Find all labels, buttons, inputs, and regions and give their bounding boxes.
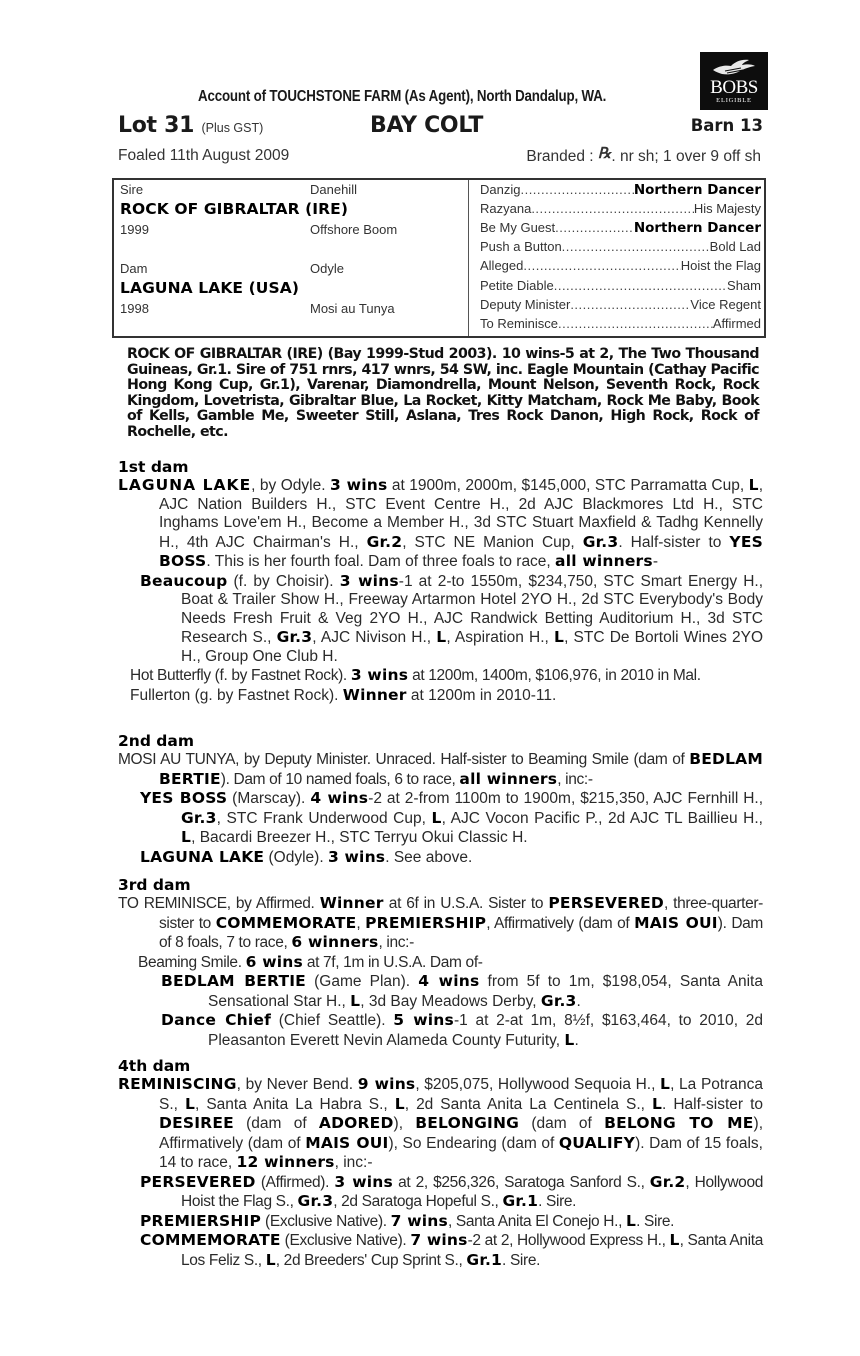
text: , by Odyle.: [251, 477, 330, 494]
ancestor-left: Razyana: [480, 201, 532, 216]
horse-name: Beaucoup: [140, 571, 228, 590]
second-dam-section: [118, 733, 763, 867]
wins: 9 wins: [357, 1075, 416, 1093]
ancestor-left: Alleged: [480, 258, 524, 273]
text: ,: [356, 914, 366, 932]
group-badge: Gr.1: [466, 1250, 503, 1269]
text: , $205,075, Hollywood Sequoia H.,: [415, 1076, 661, 1093]
horse-name: BEDLAM BERTIE: [161, 972, 306, 990]
progeny-entry: [118, 1212, 763, 1232]
text: .: [576, 992, 581, 1010]
text: , 2d Santa Anita La Centinela S.,: [404, 1095, 652, 1113]
text: Fullerton (g. by Fastnet Rock).: [130, 686, 343, 704]
ancestor-right: Hoist the Flag: [680, 258, 761, 273]
group-badge: Gr.1: [502, 1192, 539, 1210]
dam-entry: [118, 894, 763, 953]
text: (Exclusive Native).: [280, 1232, 411, 1249]
wins: Winner: [342, 685, 407, 704]
horse-name: Dance Chief: [161, 1011, 272, 1029]
text: -2 at 2, Hollywood Express H.,: [467, 1232, 670, 1249]
lot-label: Lot 31: [118, 113, 195, 138]
horse-name: COMMEMORATE: [215, 913, 357, 932]
text: , Affirmatively (dam of: [486, 914, 635, 932]
text: at 1200m, 1400m, $106,976, in 2010 in Mal.: [408, 667, 701, 684]
listed-badge: L: [748, 476, 759, 494]
wins: 6 wins: [245, 952, 303, 971]
section-heading: 4th dam: [118, 1057, 191, 1075]
text: , STC De Bortoli Wines 2YO H., Group One Club H.: [181, 629, 764, 665]
text: at 1200m in 2010-11.: [406, 686, 557, 704]
text: , three-quarter-sister to: [159, 895, 763, 932]
ancestor-left: Be My Guest: [480, 220, 556, 235]
text: , Santa Anita La Habra S.,: [195, 1095, 395, 1113]
group-badge: Gr.3: [582, 532, 619, 551]
sire-sire: Danehill: [310, 182, 357, 197]
dam-year: 1998: [120, 301, 149, 316]
listed-badge: L: [669, 1231, 680, 1249]
lot-gst-note: (Plus GST): [201, 121, 264, 135]
text: Hot Butterfly (f. by Fastnet Rock).: [130, 667, 351, 684]
text: -2 at 2-from 1100m to 1900m, $215,350, AJC Fernhill H.,: [368, 790, 764, 807]
horse-name: YES BOSS: [140, 789, 228, 807]
horse-description: BAY COLT: [370, 113, 484, 138]
wins: 4 wins: [418, 972, 480, 990]
text: at 6f in U.S.A. Sister to: [383, 895, 549, 912]
dam-label: Dam: [120, 261, 148, 276]
ancestor-row: [480, 220, 761, 239]
foaled-date: Foaled 11th August 2009: [118, 147, 290, 164]
horse-name: REMINISCING: [118, 1075, 237, 1093]
text: (Odyle).: [264, 848, 328, 866]
group-badge: Gr.2: [649, 1172, 686, 1191]
sire-label: Sire: [120, 182, 144, 197]
horse-name: MAIS OUI: [634, 913, 718, 932]
text: , by Never Bend.: [236, 1076, 358, 1093]
branded-label: Branded :: [526, 148, 594, 165]
listed-badge: L: [660, 1075, 671, 1093]
text: . Sire.: [538, 1193, 577, 1210]
ancestor-right: Northern Dancer: [633, 220, 761, 236]
progeny-entry: [118, 686, 763, 706]
text: . See above.: [385, 848, 473, 866]
text: at 2, $256,326, Saratoga Sanford S.,: [392, 1173, 650, 1191]
listed-badge: L: [265, 1250, 276, 1269]
lot-number: [118, 113, 263, 138]
ancestor-left: Push a Button: [480, 239, 562, 254]
logo-subtext: ELIGIBLE: [716, 97, 752, 104]
text: (Affirmed).: [255, 1173, 335, 1191]
section-heading: 3rd dam: [118, 876, 191, 894]
dam-entry: [118, 476, 763, 572]
text: , Bacardi Breezer H., STC Terryu Okui Classic H.: [191, 829, 528, 846]
group-badge: Gr.3: [297, 1192, 334, 1210]
text: (dam of: [233, 1115, 319, 1132]
progeny-entry: [118, 572, 763, 667]
sire-year: 1999: [120, 222, 149, 237]
dam-sire: Odyle: [310, 261, 344, 276]
logo-text: BOBS: [710, 77, 758, 98]
ancestor-right: Affirmed: [712, 316, 761, 331]
text: . Half-sister to: [662, 1095, 763, 1113]
progeny-entry: [118, 1231, 763, 1270]
pedigree-table: [112, 178, 766, 338]
text: (Exclusive Native).: [261, 1212, 391, 1230]
first-dam-section: [118, 459, 763, 705]
vendor-account: Account of TOUCHSTONE FARM (As Agent), North Dandalup, WA.: [198, 88, 607, 105]
horse-name: BEDLAM BERTIE: [159, 750, 763, 788]
ancestor-row: [480, 278, 761, 297]
ancestor-row: [480, 316, 761, 335]
text: , STC Frank Underwood Cup,: [216, 809, 432, 827]
progeny-entry: [118, 666, 763, 686]
ancestor-left: Deputy Minister: [480, 297, 571, 312]
horse-name: PERSEVERED: [548, 894, 664, 912]
ancestor-left: Petite Diable: [480, 278, 554, 293]
text: , La Potranca S.,: [159, 1076, 763, 1113]
text: Beaming Smile.: [138, 953, 246, 971]
text: , AJC Nivison H.,: [312, 629, 437, 646]
text: . This is her fourth foal. Dam of three foals to race,: [206, 553, 556, 570]
horse-name: MAIS OUI: [305, 1133, 389, 1152]
listed-badge: L: [651, 1094, 663, 1113]
text: .: [574, 1031, 579, 1049]
text: , inc:-: [557, 770, 593, 788]
horse-name: BELONG TO ME: [604, 1114, 754, 1132]
ancestor-left: Danzig: [480, 182, 521, 197]
ancestor-left: To Reminisce: [480, 316, 559, 331]
text: , AJC Vocon Pacific P., 2d AJC TL Baillieu H.,: [441, 809, 763, 827]
ancestor-right: Northern Dancer: [633, 182, 761, 198]
text: -1 at 2-to 1550m, $234,750, STC Smart Energy H., Boat & Trailer Show H., Freeway Artarmon Hotel 2YO H., 2d STC Everybody's Body Needs Fresh Fruit & Veg 2YO H., AJC Randwick Betting Auditorium H., 3d STC Research S.,: [181, 572, 764, 646]
text: ),: [393, 1115, 416, 1132]
listed-badge: L: [184, 1094, 196, 1113]
listed-badge: L: [564, 1030, 575, 1049]
wins: 3 wins: [334, 1172, 393, 1191]
all-winners: all winners: [459, 769, 558, 788]
listed-badge: L: [181, 828, 192, 846]
group-badge: Gr.3: [276, 628, 313, 646]
group-badge: Gr.3: [540, 991, 577, 1010]
text: , Hollywood Hoist the Flag S.,: [181, 1173, 763, 1210]
text: , 2d Saratoga Hopeful S.,: [333, 1193, 503, 1210]
progeny-entry: [118, 953, 763, 973]
listed-badge: L: [350, 991, 361, 1010]
text: (Marscay).: [227, 790, 311, 807]
text: -1 at 2-at 1m, 8½f, $163,464, to 2010, 2d Pleasanton Everett Nevin Alameda County Futurity,: [208, 1012, 763, 1049]
wins: 7 wins: [390, 1211, 448, 1230]
text: ), So Endearing (dam of: [388, 1134, 559, 1152]
ancestor-row: [480, 201, 761, 220]
ancestor-row: [480, 239, 761, 258]
text: ). Dam of 10 named foals, 6 to race,: [220, 770, 460, 788]
wins: 5 wins: [393, 1011, 454, 1029]
third-dam-section: [118, 877, 763, 1050]
branded-info: [526, 147, 761, 166]
progeny-entry: [118, 972, 763, 1011]
ancestor-right: Bold Lad: [709, 239, 761, 254]
text: , STC NE Manion Cup,: [402, 533, 583, 551]
horse-name: QUALIFY: [558, 1133, 636, 1152]
horse-name: LAGUNA LAKE: [140, 847, 265, 866]
barn-number: Barn 13: [690, 116, 763, 135]
ancestor-row: [480, 258, 761, 277]
sire-summary: ROCK OF GIBRALTAR (IRE) (Bay 1999-Stud 2003). 10 wins-5 at 2, The Two Thousand Guineas, Gr.1. Sire of 751 rnrs, 417 wnrs, 54 SW, inc. Eagle Mountain (Cathay Pacific Hong Kong Cup, Gr.1), Varenar, Diamondrella, Mount Nelson, Seventh Rock, Rock Kingdom, Lovetrista, Gibraltar Blue, La Rocket, Kitty Matcham, Rock Me Baby, Book of Kells, Gamble Me, Sweeter Still, Aslana, Tres Rock Danon, High Rock, Rock of Rochelle, etc.: [127, 346, 759, 440]
sire-dam: Offshore Boom: [310, 222, 398, 237]
text: , inc:-: [334, 1154, 373, 1171]
text: at 7f, 1m in U.S.A. Dam of-: [302, 953, 483, 971]
text: , 2d Breeders' Cup Sprint S.,: [275, 1251, 467, 1269]
group-badge: Gr.3: [181, 808, 217, 827]
progeny-entry: [118, 1173, 763, 1212]
dam-entry: [118, 750, 763, 789]
dam-dam: Mosi au Tunya: [310, 301, 395, 316]
text: ). Dam of 15 foals, 14 to race,: [159, 1134, 763, 1171]
text: (Chief Seattle).: [271, 1012, 394, 1029]
ancestor-row: [480, 297, 761, 316]
section-heading: 1st dam: [118, 458, 189, 476]
text: . Sire.: [636, 1212, 675, 1230]
section-heading: 2nd dam: [118, 732, 195, 750]
leader-dots: [562, 239, 710, 254]
bobs-eligible-logo: [700, 52, 768, 110]
horse-name: YES BOSS: [159, 532, 763, 570]
wins: 7 wins: [410, 1231, 468, 1249]
winners-count: 6 winners: [291, 933, 379, 951]
text: (f. by Choisir).: [227, 572, 340, 590]
wins: Winner: [319, 894, 384, 912]
horse-name: BELONGING: [415, 1114, 520, 1132]
progeny-entry: [118, 1011, 763, 1050]
text: from 5f to 1m, $198,054, Santa Anita Sensational Star H.,: [208, 973, 763, 1010]
listed-badge: L: [554, 628, 565, 646]
wins: 3 wins: [327, 847, 386, 866]
text: , 3d Bay Meadows Derby,: [360, 992, 541, 1010]
text: (dam of: [519, 1115, 605, 1132]
wins: 3 wins: [329, 476, 388, 494]
leader-dots: [570, 297, 690, 312]
horse-name: PERSEVERED: [140, 1172, 256, 1191]
ancestor-right: Sham: [727, 278, 761, 293]
text: (Game Plan).: [305, 973, 419, 990]
text: , AJC Nation Builders H., STC Event Centre H., 2d AJC Blackmores Ltd H., STC Inghams Love'em H., Become a Member H., 3d STC Stuart Maxfield & Tadhg Kennelly H., 4th AJC Chairman's H.,: [159, 477, 763, 551]
dam-entry: [118, 1075, 763, 1173]
ancestor-right: Vice Regent: [690, 297, 761, 312]
horse-name: PREMIERSHIP: [365, 913, 487, 932]
listed-badge: L: [394, 1094, 405, 1113]
horse-name: ADORED: [318, 1114, 394, 1132]
wins: 3 wins: [350, 666, 409, 684]
winners-count: 12 winners: [236, 1153, 335, 1171]
text: ). Dam of 8 foals, 7 to race,: [159, 914, 763, 951]
horse-name: DESIREE: [159, 1114, 234, 1132]
wins: 3 wins: [339, 571, 399, 590]
text: . Half-sister to: [618, 533, 730, 551]
text: , Santa Anita Los Feliz S.,: [181, 1232, 763, 1269]
text: at 1900m, 2000m, $145,000, STC Parramatta Cup,: [387, 477, 749, 494]
group-badge: Gr.2: [366, 532, 403, 551]
leader-dots: [523, 258, 680, 273]
leader-dots: [558, 316, 713, 331]
leader-dots: [520, 182, 633, 197]
text: TO REMINISCE, by Affirmed.: [118, 895, 320, 912]
all-winners: all winners: [555, 552, 653, 570]
ancestor-right: His Majesty: [693, 201, 761, 216]
progeny-entry: [118, 848, 763, 868]
text: , Santa Anita El Conejo H.,: [447, 1212, 626, 1230]
horse-name: COMMEMORATE: [140, 1231, 281, 1249]
leader-dots: [531, 201, 694, 216]
dam-name: LAGUNA LAKE (USA): [120, 279, 300, 297]
progeny-entry: [118, 789, 763, 848]
text: -: [652, 553, 658, 570]
sire-name: ROCK OF GIBRALTAR (IRE): [120, 200, 349, 218]
horse-head-icon: [711, 56, 757, 78]
branded-detail: . nr sh; 1 over 9 off sh: [611, 148, 761, 165]
listed-badge: L: [626, 1211, 637, 1230]
horse-name: LAGUNA LAKE: [118, 476, 252, 494]
text: MOSI AU TUNYA, by Deputy Minister. Unraced. Half-sister to Beaming Smile (dam of: [118, 751, 690, 768]
listed-badge: L: [431, 808, 442, 827]
brand-mark-icon: ℞: [597, 145, 612, 162]
listed-badge: L: [436, 628, 447, 646]
ancestor-row: [480, 182, 761, 201]
text: , Aspiration H.,: [446, 629, 554, 646]
text: . Sire.: [502, 1251, 541, 1269]
horse-name: PREMIERSHIP: [140, 1211, 262, 1230]
lot-header: [118, 113, 763, 139]
fourth-dam-section: [118, 1058, 763, 1270]
leader-dots: [554, 278, 727, 293]
wins: 4 wins: [310, 789, 369, 807]
text: ), Affirmatively (dam of: [159, 1115, 763, 1152]
leader-dots: [555, 220, 634, 235]
text: , inc:-: [378, 934, 414, 951]
